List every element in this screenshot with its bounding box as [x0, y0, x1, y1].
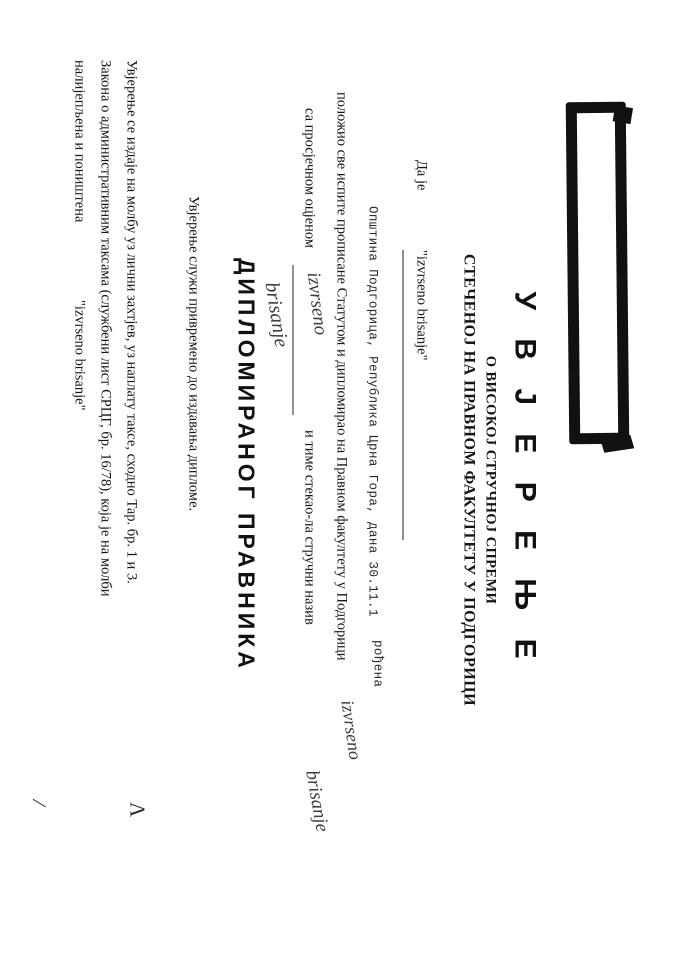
- grade-rule: [292, 265, 293, 415]
- typed-birth-details: Општина Подгорица, Република Црна Гора, дана 30.11.1: [365, 206, 379, 617]
- title-block: [459, 0, 541, 960]
- page-title: У В Ј Е Р Е Њ Е: [508, 291, 541, 669]
- degree-title: ДИПЛОМИРАНОГ ПРАВНИКА: [233, 258, 259, 672]
- name-rule: [402, 250, 403, 540]
- redaction-bar-icon: [565, 102, 629, 445]
- subtitle-secondary: СТЕЧЕНОЈ НА ПРАВНОМ ФАКУЛТЕТУ У ПОДГОРИЦИ: [460, 253, 477, 707]
- typed-rodjena-label: рођена: [370, 640, 384, 688]
- body-line-acquired-title: и тиме стекао-ла стручни назив: [301, 430, 317, 625]
- handwriting-note-1: izvrseno: [302, 270, 331, 337]
- handwriting-note-3: izvrseno: [336, 698, 366, 762]
- handwriting-note-4: brisanje: [300, 768, 333, 834]
- footer-line-2: Закона о административним таксама (службени лист СРЦГ, бр. 16/78), која је на молби: [97, 60, 113, 597]
- handwriting-note-2: brisanje: [260, 280, 292, 349]
- caret-mark: Λ: [125, 802, 149, 818]
- slash-mark: /: [26, 797, 52, 809]
- footer-signature-redacted: "izvrseno brisanje": [71, 300, 87, 411]
- body-line-statute: положио све испите прописане Статутом и дипломирао на Правном факултету у Подгорици: [333, 92, 349, 661]
- body-line-da-je: Да је: [413, 160, 429, 191]
- subtitle-primary: О ВИСОКОЈ СТРУЧНОЈ СПРЕМИ: [482, 355, 498, 605]
- footer-line-3: налијепљена и поништена: [71, 60, 87, 223]
- temporary-note: Увјерење служи привремено до издавања дипломе.: [185, 196, 201, 512]
- body-line-average-grade: са просјечном оцјеном: [301, 108, 317, 249]
- footer-line-1: Увјерење се издаје на молбу уз лични захтјев, уз наплату таксе, сходно Тар. бр. 1 и 3.: [123, 60, 139, 584]
- redacted-name: "izvrseno brisanje": [413, 250, 429, 361]
